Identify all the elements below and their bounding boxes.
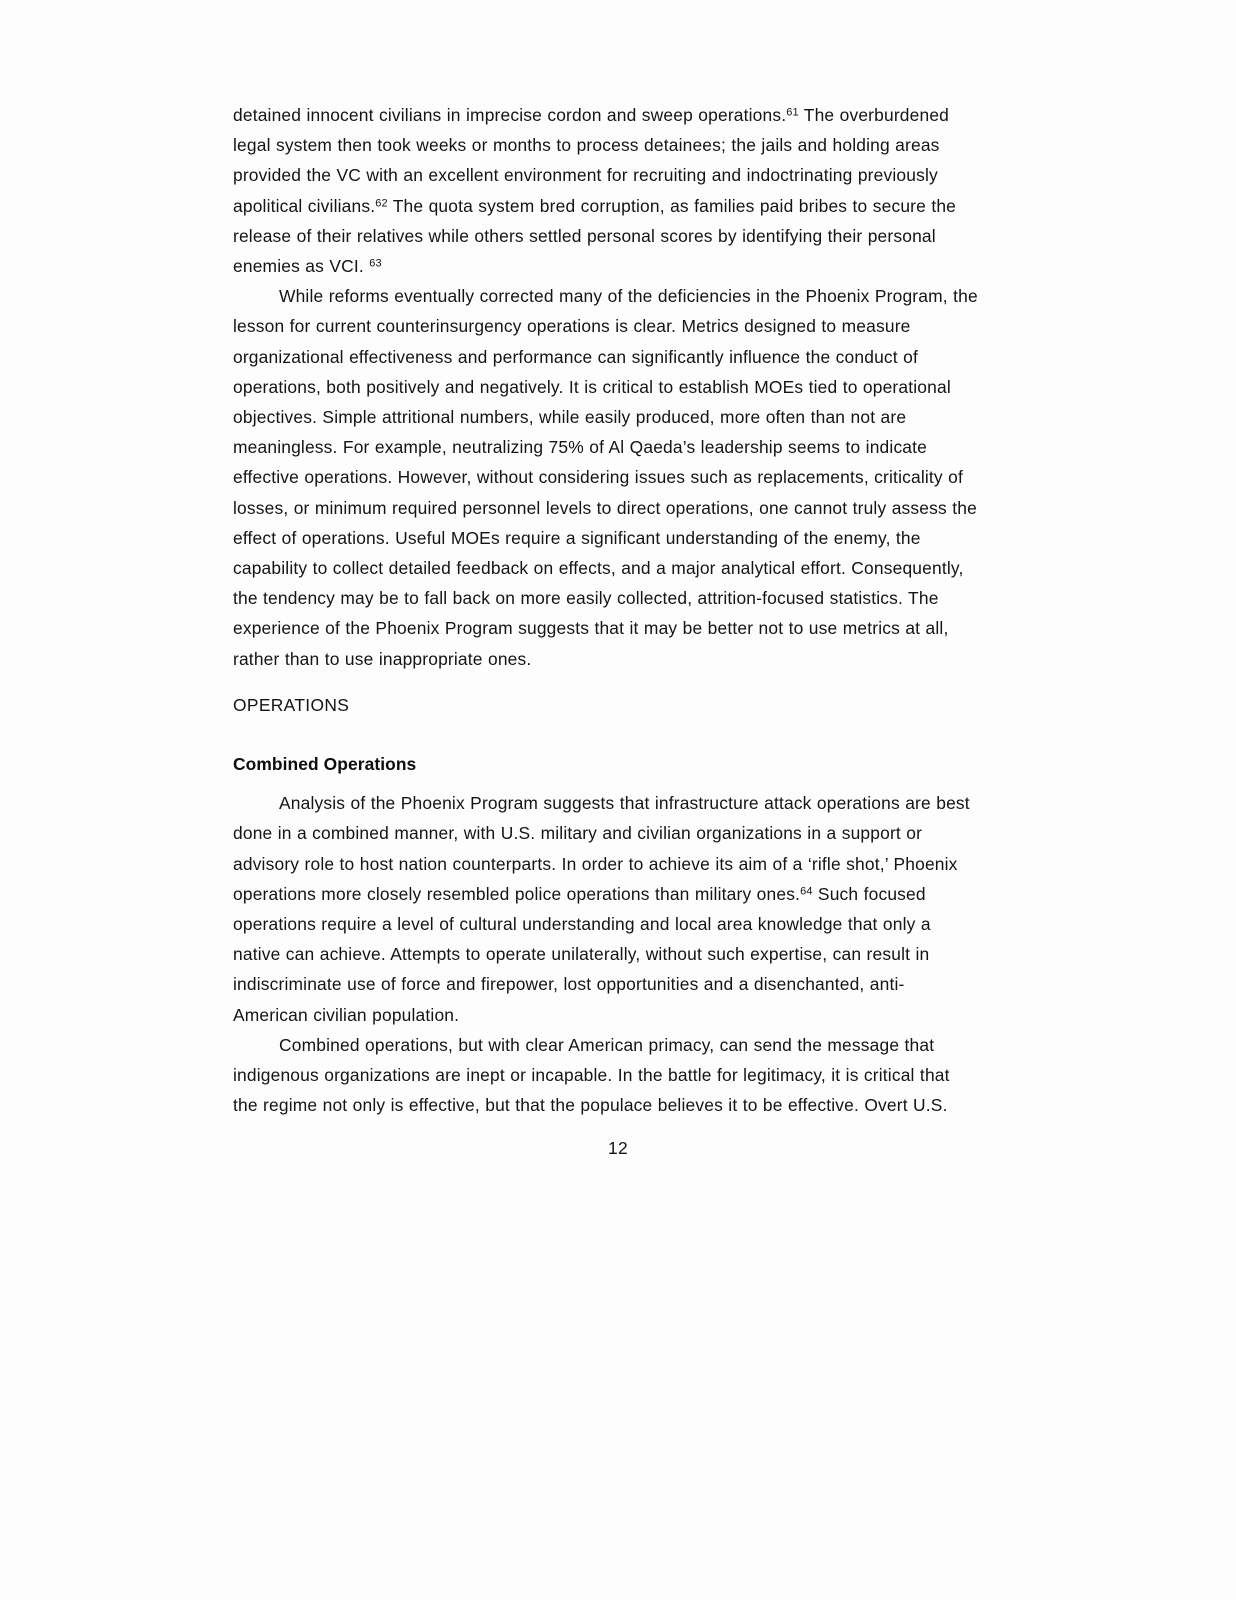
section-heading-operations: OPERATIONS: [233, 694, 350, 715]
spacer-after-operations: [233, 720, 979, 749]
footnote-marker: 62: [375, 196, 388, 209]
paragraph-reforms: While reforms eventually corrected many of the deficiencies in the Phoenix Program, the lesson for current counterinsurgency operations is clear. Metrics designed to measure organizational effectiveness and performance can significantly influence the conduct of operations, both positively and negatively. It is critical to establish MOEs tied to operational objectives. Simple attritional numbers, while easily produced, more often than not are meaningless. For example, neutralizing 75% of Al Qaeda’s leadership seems to indicate effective operations. However, without considering issues such as replacements, criticality of losses, or minimum required personnel levels to direct operations, one cannot truly assess the effect of operations. Useful MOEs require a significant understanding of the enemy, the capability to collect detailed feedback on effects, and a major analytical effort. Consequently, the tendency may be to fall back on more easily collected, attrition-focused statistics. The experience of the Phoenix Program suggests that it may be better not to use metrics at all, rather than to use inappropriate ones.: [233, 286, 978, 669]
paragraph-combined: Combined operations, but with clear American primacy, can send the message that indigenous organizations are inept or incapable. In the battle for legitimacy, it is critical that the regime not only is effective, but that the populace believes it to be effective. Overt U.S.: [233, 1034, 950, 1116]
footnote-marker: 61: [786, 106, 799, 119]
paragraph-detainees: detained innocent civilians in imprecise cordon and sweep operations.$^{61}$ The overburdened legal system then took weeks or months to process detainees; the jails and holding areas provided the VC with an excellent environment for recruiting and indoctrinating previously apolitical civilians.$^{62}$ The quota system bred corruption, as families paid bribes to secure the release of their relatives while others settled personal scores by identifying their personal enemies as VCI. $^{63}$: [233, 105, 957, 277]
page-content: [233, 100, 979, 1121]
footnote-marker: 63: [369, 257, 382, 270]
spacer-before-operations: [233, 674, 979, 690]
spacer-after-subhead: [233, 779, 979, 788]
page-number: 12: [607, 1138, 629, 1158]
footnote-marker: 64: [800, 885, 813, 898]
paragraph-analysis: Analysis of the Phoenix Program suggests that infrastructure attack operations are best done in a combined manner, with U.S. military and civilian organizations in a support or advisory role to host nation counterparts. In order to achieve its aim of a ‘rifle shot,’ Phoenix operations more closely resembled police operations than military ones.$^{64}$ Such focused operations require a level of cultural understanding and local area knowledge that only a native can achieve. Attempts to operate unilaterally, without such expertise, can result in indiscriminate use of force and firepower, lost opportunities and a disenchanted, anti-American civilian population.: [233, 793, 970, 1025]
sub-heading-combined-operations: Combined Operations: [233, 754, 417, 775]
